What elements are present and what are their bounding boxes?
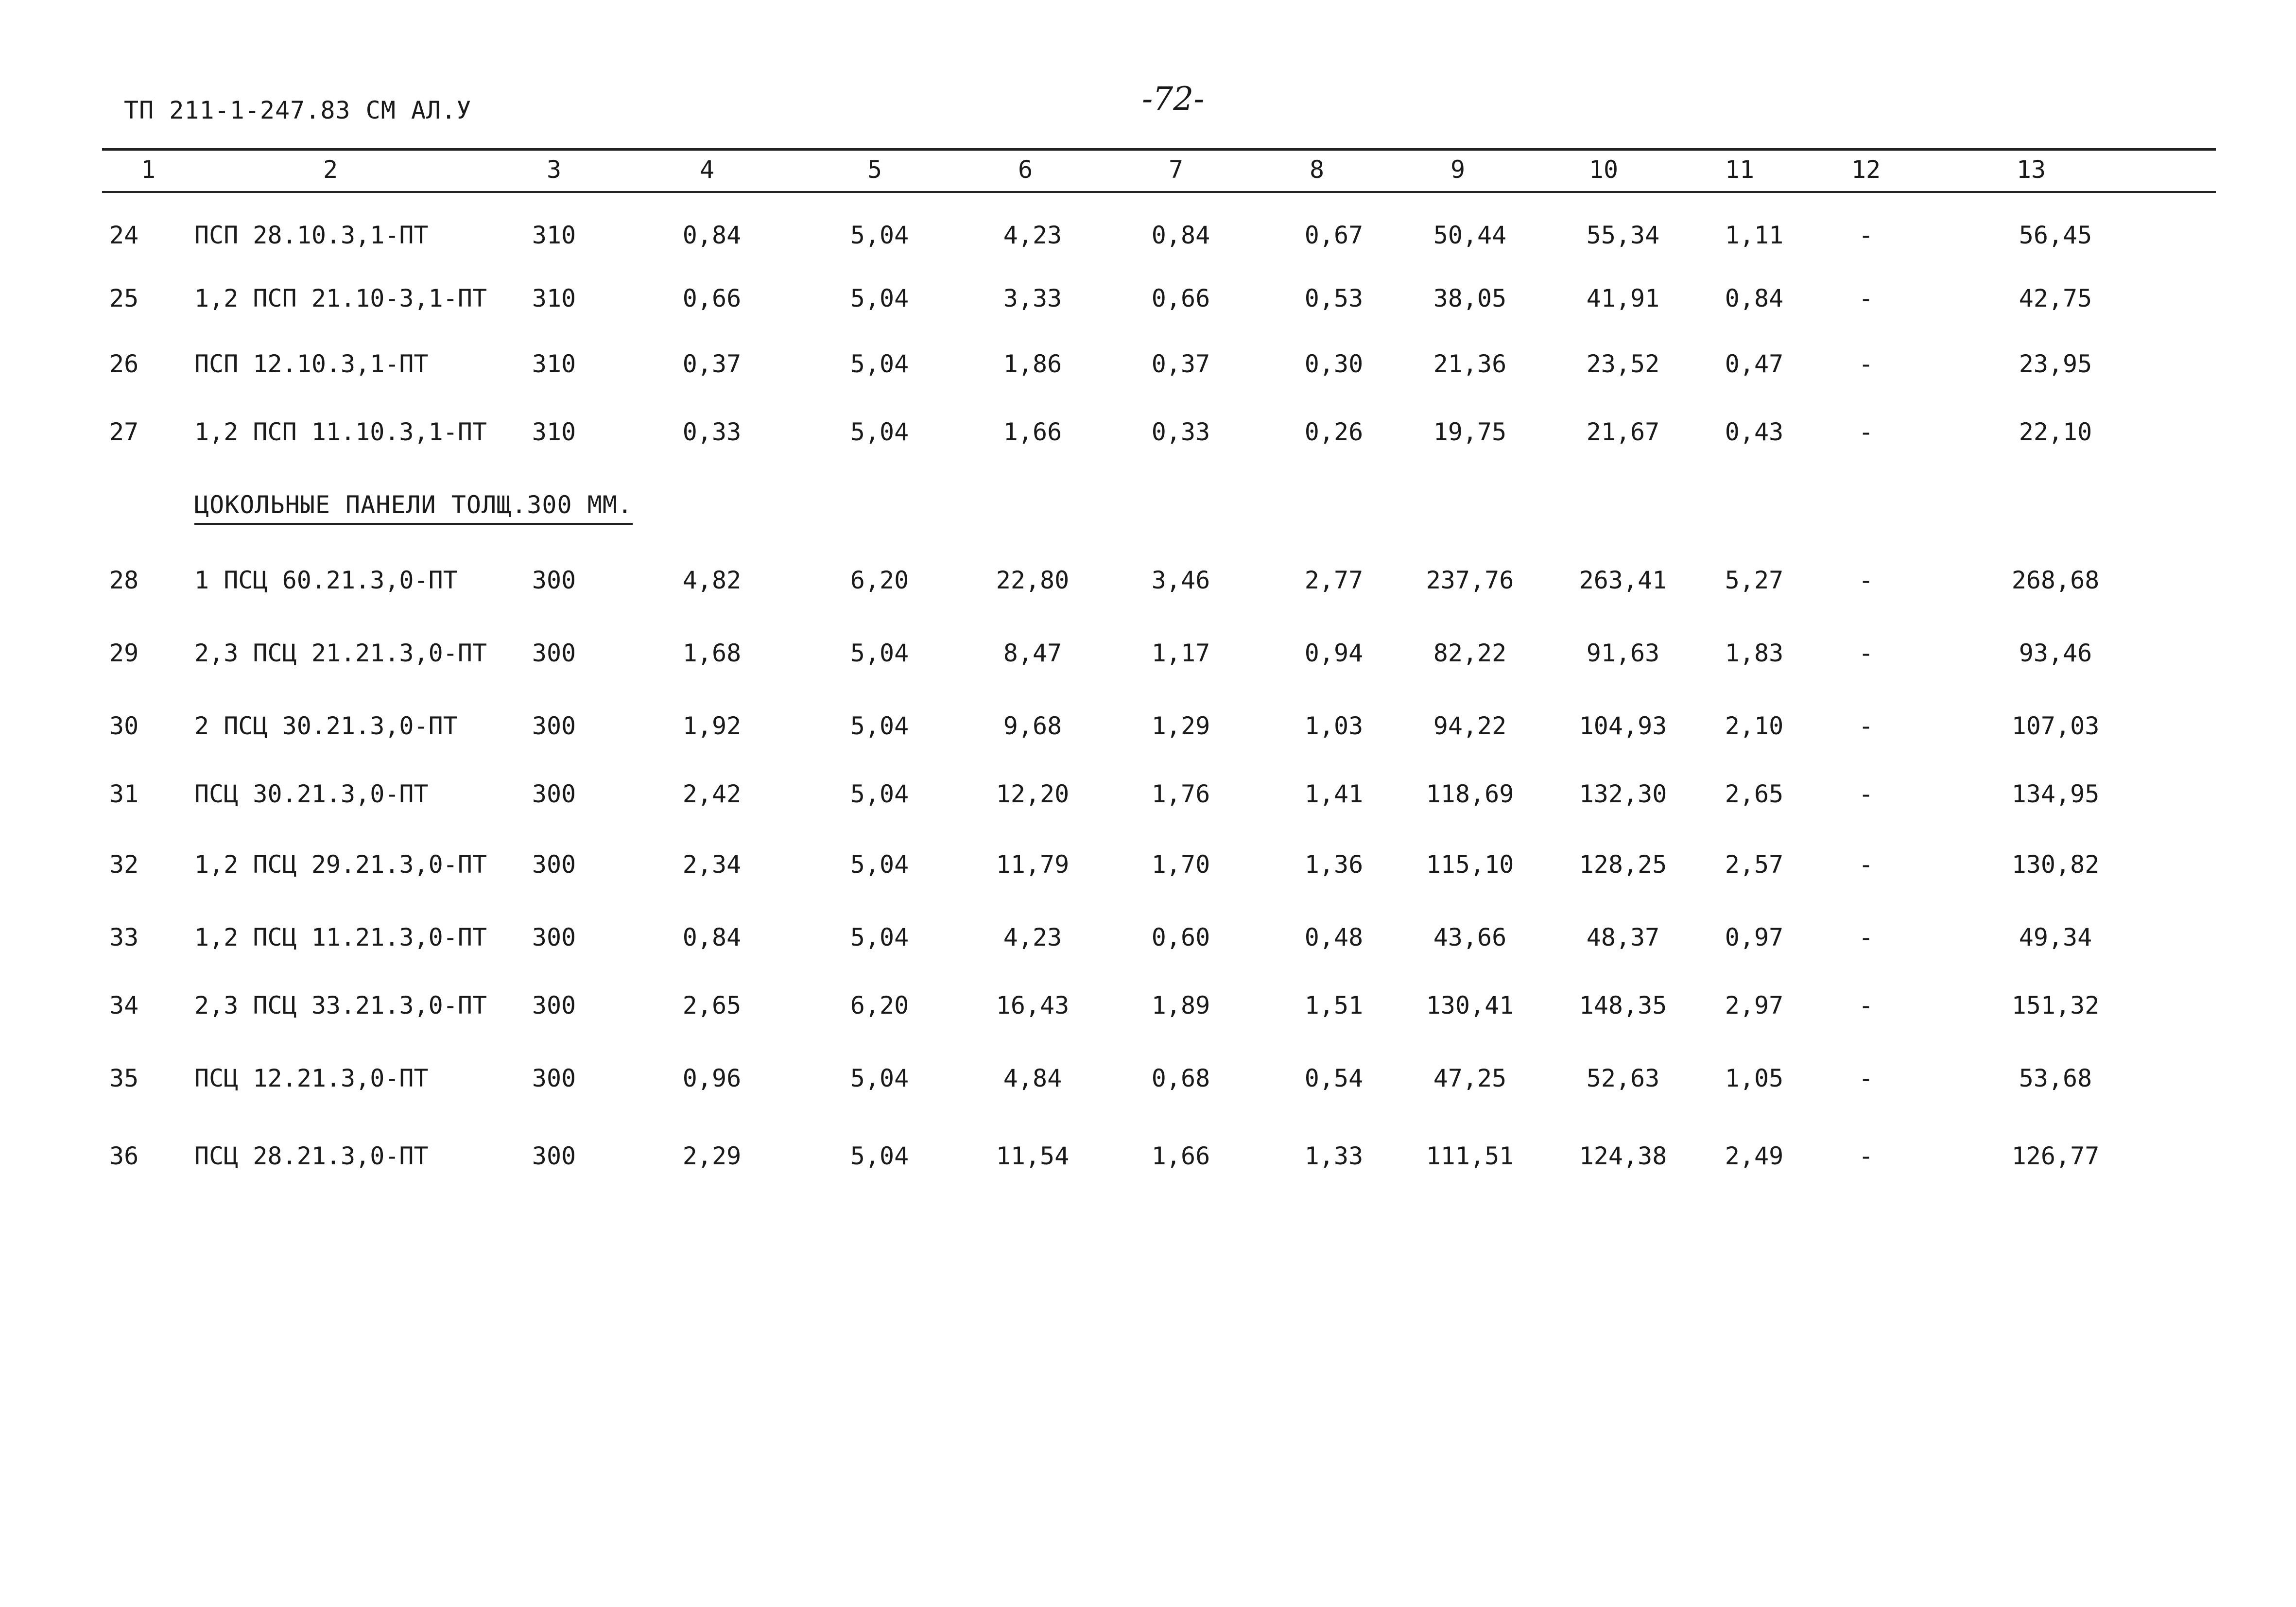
cell-col-6: 11,54 [996,1142,1070,1170]
cell-col-7: 1,76 [1151,780,1210,808]
cell-col-10: 91,63 [1586,639,1660,667]
cell-col-7: 0,33 [1151,418,1210,446]
cell-col-8: 1,33 [1304,1142,1364,1170]
cell-col-5: 5,04 [850,418,909,446]
table-row [0,639,2296,678]
cell-col-6: 4,23 [1003,923,1062,951]
cell-col-4: 4,82 [682,566,742,594]
cell-col-4: 1,68 [682,639,742,667]
column-number-6: 6 [1018,156,1033,184]
cell-col-12: - [1858,221,1874,249]
cell-col-4: 0,33 [682,418,742,446]
cell-col-8: 1,03 [1304,712,1364,740]
cell-col-10: 132,30 [1579,780,1667,808]
cell-col-7: 0,68 [1151,1064,1210,1092]
cell-col-13: 107,03 [2011,712,2100,740]
column-number-2: 2 [323,156,338,184]
cell-col-10: 148,35 [1579,991,1667,1019]
cell-col-3: 310 [532,418,576,446]
row-number: 24 [109,221,139,249]
panel-designation: 1,2 ПСЦ 29.21.3,0-ПТ [194,850,487,879]
cell-col-6: 1,86 [1003,350,1062,378]
cell-col-11: 1,83 [1725,639,1784,667]
cell-col-9: 118,69 [1426,780,1514,808]
cell-col-13: 130,82 [2011,850,2100,879]
cell-col-4: 1,92 [682,712,742,740]
cell-col-5: 5,04 [850,780,909,808]
cell-col-13: 268,68 [2011,566,2100,594]
cell-col-12: - [1858,712,1874,740]
cell-col-11: 0,84 [1725,284,1784,312]
cell-col-6: 9,68 [1003,712,1062,740]
cell-col-12: - [1858,850,1874,879]
row-number: 28 [109,566,139,594]
cell-col-9: 115,10 [1426,850,1514,879]
panel-designation: 1,2 ПСП 11.10.3,1-ПТ [194,418,487,446]
cell-col-13: 126,77 [2011,1142,2100,1170]
cell-col-7: 1,70 [1151,850,1210,879]
cell-col-13: 93,46 [2019,639,2092,667]
cell-col-9: 130,41 [1426,991,1514,1019]
cell-col-6: 11,79 [996,850,1070,879]
cell-col-10: 55,34 [1586,221,1660,249]
cell-col-6: 22,80 [996,566,1070,594]
column-number-3: 3 [546,156,562,184]
cell-col-9: 94,22 [1433,712,1507,740]
cell-col-12: - [1858,639,1874,667]
row-number: 29 [109,639,139,667]
cell-col-6: 12,20 [996,780,1070,808]
cell-col-13: 53,68 [2019,1064,2092,1092]
cell-col-5: 5,04 [850,923,909,951]
cell-col-8: 1,36 [1304,850,1364,879]
cell-col-7: 0,84 [1151,221,1210,249]
cell-col-4: 0,66 [682,284,742,312]
cell-col-12: - [1858,284,1874,312]
column-number-11: 11 [1725,156,1755,184]
cell-col-5: 5,04 [850,284,909,312]
table-row [0,991,2296,1030]
cell-col-13: 151,32 [2011,991,2100,1019]
cell-col-11: 5,27 [1725,566,1784,594]
cell-col-3: 300 [532,780,576,808]
table-row [0,350,2296,389]
row-number: 36 [109,1142,139,1170]
cell-col-11: 2,65 [1725,780,1784,808]
cell-col-5: 6,20 [850,991,909,1019]
cell-col-11: 2,97 [1725,991,1784,1019]
cell-col-3: 310 [532,350,576,378]
cell-col-5: 5,04 [850,712,909,740]
cell-col-7: 1,66 [1151,1142,1210,1170]
cell-col-8: 2,77 [1304,566,1364,594]
cell-col-7: 0,37 [1151,350,1210,378]
cell-col-10: 128,25 [1579,850,1667,879]
row-number: 26 [109,350,139,378]
page-number: -72- [1142,80,1205,118]
cell-col-11: 2,57 [1725,850,1784,879]
cell-col-13: 22,10 [2019,418,2092,446]
cell-col-11: 0,97 [1725,923,1784,951]
cell-col-12: - [1858,418,1874,446]
cell-col-3: 310 [532,221,576,249]
cell-col-5: 6,20 [850,566,909,594]
cell-col-10: 21,67 [1586,418,1660,446]
cell-col-10: 124,38 [1579,1142,1667,1170]
cell-col-3: 300 [532,850,576,879]
cell-col-11: 0,47 [1725,350,1784,378]
header-rule-bottom [102,191,2216,193]
cell-col-5: 5,04 [850,221,909,249]
panel-designation: 2 ПСЦ 30.21.3,0-ПТ [194,712,458,740]
cell-col-9: 82,22 [1433,639,1507,667]
column-number-7: 7 [1168,156,1184,184]
cell-col-3: 300 [532,639,576,667]
table-row [0,418,2296,457]
cell-col-3: 300 [532,712,576,740]
cell-col-4: 2,29 [682,1142,742,1170]
cell-col-12: - [1858,991,1874,1019]
cell-col-3: 300 [532,1142,576,1170]
panel-designation: 1,2 ПСЦ 11.21.3,0-ПТ [194,923,487,951]
cell-col-11: 2,49 [1725,1142,1784,1170]
table-row [0,1064,2296,1103]
row-number: 31 [109,780,139,808]
cell-col-4: 0,37 [682,350,742,378]
cell-col-6: 4,23 [1003,221,1062,249]
cell-col-6: 3,33 [1003,284,1062,312]
cell-col-11: 0,43 [1725,418,1784,446]
table-row [0,850,2296,889]
column-number-row [0,156,2296,190]
doc-code: ТП 211-1-247.83 СМ АЛ.У [124,96,472,124]
cell-col-7: 1,89 [1151,991,1210,1019]
panel-designation: 2,3 ПСЦ 33.21.3,0-ПТ [194,991,487,1019]
cell-col-5: 5,04 [850,850,909,879]
cell-col-6: 8,47 [1003,639,1062,667]
cell-col-9: 21,36 [1433,350,1507,378]
cell-col-9: 50,44 [1433,221,1507,249]
panel-designation: 1 ПСЦ 60.21.3,0-ПТ [194,566,458,594]
row-number: 25 [109,284,139,312]
cell-col-3: 300 [532,923,576,951]
section-title: ЦОКОЛЬНЫЕ ПАНЕЛИ ТОЛЩ.300 ММ. [194,491,633,525]
cell-col-10: 263,41 [1579,566,1667,594]
table-row [0,1142,2296,1181]
cell-col-13: 42,75 [2019,284,2092,312]
cell-col-13: 134,95 [2011,780,2100,808]
cell-col-3: 300 [532,1064,576,1092]
header-rule-top [102,148,2216,151]
cell-col-6: 4,84 [1003,1064,1062,1092]
cell-col-8: 1,41 [1304,780,1364,808]
column-number-12: 12 [1851,156,1881,184]
cell-col-9: 237,76 [1426,566,1514,594]
row-number: 35 [109,1064,139,1092]
cell-col-11: 1,05 [1725,1064,1784,1092]
table-row [0,221,2296,260]
row-number: 27 [109,418,139,446]
cell-col-4: 2,34 [682,850,742,879]
panel-designation: ПСЦ 28.21.3,0-ПТ [194,1142,429,1170]
cell-col-3: 300 [532,991,576,1019]
cell-col-7: 0,66 [1151,284,1210,312]
cell-col-12: - [1858,566,1874,594]
cell-col-7: 3,46 [1151,566,1210,594]
row-number: 32 [109,850,139,879]
cell-col-11: 2,10 [1725,712,1784,740]
cell-col-5: 5,04 [850,350,909,378]
cell-col-9: 47,25 [1433,1064,1507,1092]
table-row [0,566,2296,605]
cell-col-6: 16,43 [996,991,1070,1019]
row-number: 30 [109,712,139,740]
cell-col-10: 52,63 [1586,1064,1660,1092]
cell-col-8: 1,51 [1304,991,1364,1019]
cell-col-4: 2,65 [682,991,742,1019]
cell-col-11: 1,11 [1725,221,1784,249]
cell-col-9: 43,66 [1433,923,1507,951]
cell-col-3: 300 [532,566,576,594]
cell-col-12: - [1858,923,1874,951]
cell-col-8: 0,54 [1304,1064,1364,1092]
row-number: 33 [109,923,139,951]
cell-col-12: - [1858,780,1874,808]
panel-designation: ПСП 28.10.3,1-ПТ [194,221,429,249]
cell-col-8: 0,26 [1304,418,1364,446]
cell-col-5: 5,04 [850,1142,909,1170]
cell-col-10: 41,91 [1586,284,1660,312]
panel-designation: ПСЦ 12.21.3,0-ПТ [194,1064,429,1092]
cell-col-8: 0,30 [1304,350,1364,378]
cell-col-7: 0,60 [1151,923,1210,951]
column-number-8: 8 [1309,156,1325,184]
cell-col-8: 0,48 [1304,923,1364,951]
column-number-5: 5 [867,156,882,184]
column-number-4: 4 [699,156,715,184]
cell-col-8: 0,67 [1304,221,1364,249]
table-row [0,712,2296,751]
table-row [0,923,2296,962]
column-number-13: 13 [2016,156,2046,184]
cell-col-4: 0,84 [682,923,742,951]
cell-col-13: 23,95 [2019,350,2092,378]
cell-col-5: 5,04 [850,639,909,667]
cell-col-8: 0,53 [1304,284,1364,312]
cell-col-12: - [1858,1064,1874,1092]
cell-col-8: 0,94 [1304,639,1364,667]
cell-col-12: - [1858,350,1874,378]
cell-col-7: 1,17 [1151,639,1210,667]
panel-designation: 2,3 ПСЦ 21.21.3,0-ПТ [194,639,487,667]
column-number-1: 1 [140,156,156,184]
cell-col-9: 111,51 [1426,1142,1514,1170]
panel-designation: ПСЦ 30.21.3,0-ПТ [194,780,429,808]
cell-col-10: 23,52 [1586,350,1660,378]
column-number-9: 9 [1450,156,1466,184]
cell-col-3: 310 [532,284,576,312]
panel-designation: 1,2 ПСП 21.10-3,1-ПТ [194,284,487,312]
cell-col-4: 0,84 [682,221,742,249]
cell-col-13: 56,45 [2019,221,2092,249]
cell-col-4: 2,42 [682,780,742,808]
cell-col-4: 0,96 [682,1064,742,1092]
table-row [0,284,2296,323]
cell-col-6: 1,66 [1003,418,1062,446]
cell-col-12: - [1858,1142,1874,1170]
cell-col-10: 48,37 [1586,923,1660,951]
cell-col-7: 1,29 [1151,712,1210,740]
row-number: 34 [109,991,139,1019]
cell-col-13: 49,34 [2019,923,2092,951]
cell-col-10: 104,93 [1579,712,1667,740]
cell-col-5: 5,04 [850,1064,909,1092]
table-row [0,780,2296,819]
cell-col-9: 38,05 [1433,284,1507,312]
cell-col-9: 19,75 [1433,418,1507,446]
panel-designation: ПСП 12.10.3,1-ПТ [194,350,429,378]
column-number-10: 10 [1588,156,1619,184]
